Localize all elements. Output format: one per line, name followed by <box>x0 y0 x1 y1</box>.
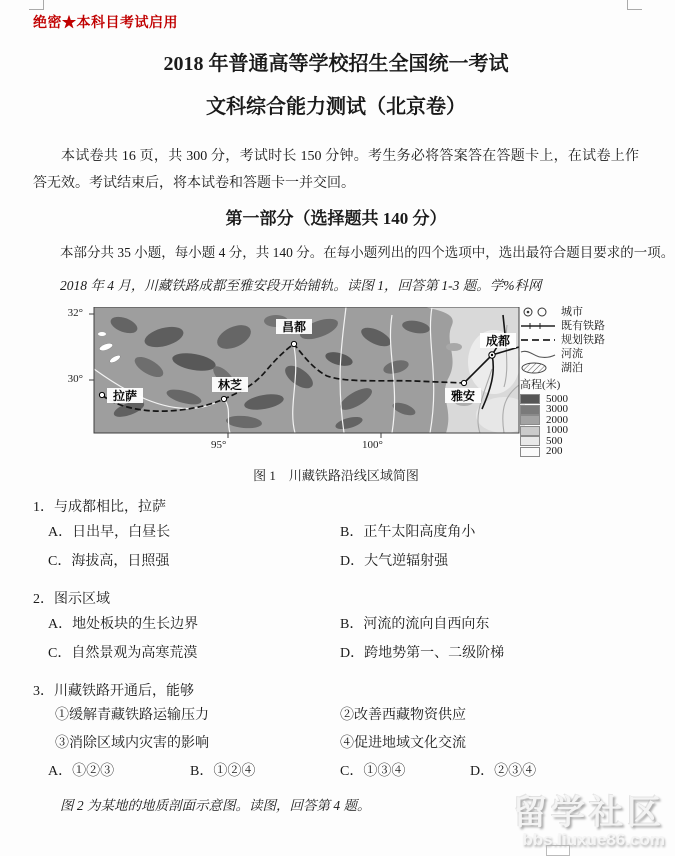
question-1-option-a: A．日出早，白昼长 <box>48 525 171 540</box>
lon-label-95: 95° <box>211 439 227 451</box>
elevation-swatch <box>520 415 540 425</box>
figure-1-caption: 图 1 川藏铁路沿线区域简图 <box>253 468 419 483</box>
question-1-stem: 1．与成都相比，拉萨 <box>33 500 166 515</box>
question-1-option-b: B．正午太阳高度角小 <box>340 525 476 540</box>
legend-existing-railway: 既有铁路 <box>520 319 640 333</box>
elevation-swatch <box>520 447 540 457</box>
exam-instructions: 本试卷共 16 页，共 300 分，考试时长 150 分钟。考生务必将答案答在答题卡上，在试卷上作答无效。考试结束后，将本试卷和答题卡一并交回。 <box>33 149 639 191</box>
elevation-swatch <box>520 436 540 446</box>
svg-text:林芝: 林芝 <box>217 378 243 392</box>
question-2-stem: 2．图示区域 <box>33 592 110 607</box>
river-icon <box>520 348 556 360</box>
question-3-option-b: B．①②④ <box>190 764 256 779</box>
legend-river: 河流 <box>520 347 640 361</box>
exam-title: 2018 年普通高等学校招生全国统一考试 <box>163 53 509 75</box>
question-3-statement-2: ②改善西藏物资供应 <box>340 708 466 723</box>
question-2-option-a: A．地处板块的生长边界 <box>48 617 199 632</box>
question-3-statement-3: ③消除区域内灾害的影响 <box>55 736 209 751</box>
lat-label-32: 32° <box>67 307 83 319</box>
watermark-title: 留学社区 <box>513 794 665 832</box>
elevation-scale: 5000 3000 2000 1000 500 200 <box>520 394 640 457</box>
elevation-swatch <box>520 426 540 436</box>
question-2 <box>33 589 639 668</box>
question-3-option-c: C．①③④ <box>340 764 406 779</box>
site-watermark <box>513 785 665 850</box>
svg-text:拉萨: 拉萨 <box>112 389 138 403</box>
watermark-url: bbs.liuxue86.com <box>522 830 665 849</box>
question-2-option-d: D．跨地势第一、二级阶梯 <box>340 646 505 661</box>
crop-mark-top-right <box>627 0 642 10</box>
question-3-option-a: A．①②③ <box>48 764 115 779</box>
city-icon <box>520 306 556 318</box>
elevation-legend-title: 高程(米) <box>520 379 561 391</box>
svg-text:雅安: 雅安 <box>450 389 476 403</box>
elevation-swatch <box>520 405 540 415</box>
existing-railway-icon <box>520 320 556 332</box>
figure-2-intro: 图 2 为某地的地质剖面示意图。读图，回答第 4 题。 <box>60 798 371 813</box>
question-3-option-d: D．②③④ <box>470 764 537 779</box>
legend-lake: 湖泊 <box>520 361 640 375</box>
question-1-option-c: C．海拔高，日照强 <box>48 554 170 569</box>
exam-subtitle: 文科综合能力测试（北京卷） <box>206 96 466 118</box>
question-3-stem: 3．川藏铁路开通后，能够 <box>33 684 194 699</box>
lon-label-100: 100° <box>362 439 383 451</box>
question-1-option-d: D．大气逆辐射强 <box>340 554 449 569</box>
section-heading: 第一部分（选择题共 140 分） <box>225 209 447 228</box>
elevation-swatch <box>520 394 540 404</box>
map-legend <box>520 305 640 457</box>
question-2-option-c: C．自然景观为高寒荒漠 <box>48 646 198 661</box>
figure-1-map <box>33 303 639 459</box>
crop-mark-top-left <box>29 0 44 10</box>
lake-icon <box>520 362 556 374</box>
svg-text:成都: 成都 <box>485 334 511 348</box>
question-3 <box>33 681 639 786</box>
question-1 <box>33 497 639 576</box>
secrecy-notice: 绝密★本科目考试启用 <box>33 16 178 31</box>
lat-label-30: 30° <box>67 373 83 385</box>
question-3-statement-4: ④促进地域文化交流 <box>340 736 466 751</box>
planned-railway-icon <box>520 334 556 346</box>
legend-city: 城市 <box>520 305 640 319</box>
legend-planned-railway: 规划铁路 <box>520 333 640 347</box>
question-3-statement-1: ①缓解青藏铁路运输压力 <box>55 708 209 723</box>
question-2-option-b: B．河流的流向自西向东 <box>340 617 490 632</box>
svg-text:昌都: 昌都 <box>281 320 307 334</box>
section-note: 本部分共 35 小题，每小题 4 分，共 140 分。在每小题列出的四个选项中，选出最符合题目要求的一项。 <box>60 245 675 260</box>
relief-map-image <box>88 307 525 441</box>
question-group-intro: 2018 年 4 月，川藏铁路成都至雅安段开始铺轨。读图 1，回答第 1-3 题。学%科网 <box>60 278 542 293</box>
